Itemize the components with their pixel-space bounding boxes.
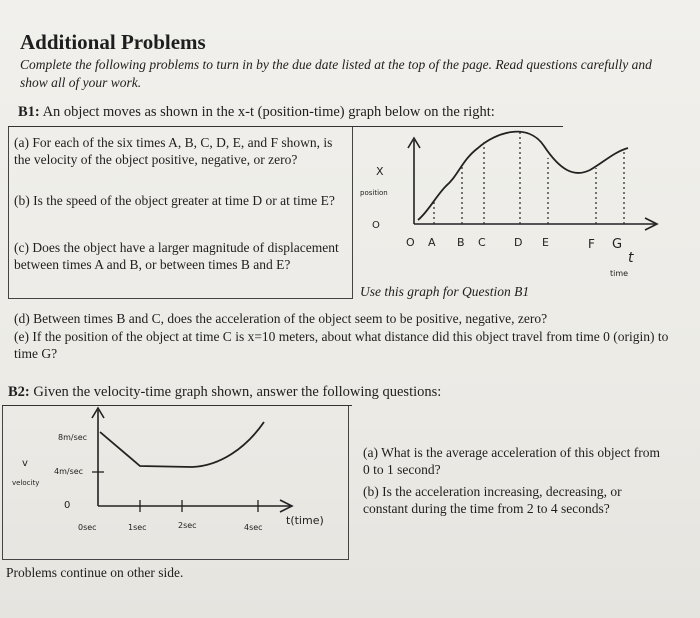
graph1-tick-a: A: [428, 236, 436, 249]
graph1-tick-b: B: [457, 236, 465, 249]
b1-graph-caption: Use this graph for Question B1: [360, 284, 530, 299]
graph2-y-tick-mid: 4m/sec: [54, 467, 84, 476]
graph1-tick-g: G: [612, 237, 623, 252]
page-title: Additional Problems: [20, 30, 206, 54]
b2-bottom-border: [2, 559, 348, 560]
b2-divider: [2, 405, 352, 406]
graph2-xtick-label-2: 2sec: [178, 521, 197, 530]
instructions: Complete the following problems to turn in by the due date listed at the top of the page. Read questions carefully and show all of your work.: [20, 57, 652, 90]
graph1-tick-d: D: [514, 236, 523, 249]
graph2-y-tick-top: 8m/sec: [58, 433, 88, 442]
b1-question-a: (a) For each of the six times A, B, C, D, E, and F shown, is the velocity of the object positive, negative, or zero?: [14, 135, 333, 167]
graph1-x-label-sub: time: [610, 269, 629, 278]
graph2-y-label-top: v: [22, 458, 28, 469]
footer-note: Problems continue on other side.: [6, 565, 184, 580]
b2-question-a: (a) What is the average acceleration of this object from 0 to 1 second?: [363, 445, 660, 477]
graph1-y-label-top: X: [376, 165, 384, 178]
b2-heading: [8, 384, 441, 401]
velocity-curve: [100, 422, 264, 467]
graph1-origin-y: O: [372, 220, 380, 231]
b1-question-e: (e) If the position of the object at time C is x=10 meters, about what distance did this object travel from time 0 (origin) to time G?: [14, 329, 669, 361]
b2-question-b: (b) Is the acceleration increasing, decreasing, or constant during the time from 2 to 4 seconds?: [363, 484, 622, 516]
b1-prompt: An object moves as shown in the x-t (position-time) graph below on the right:: [42, 104, 495, 120]
graph1-tick-e: E: [542, 236, 549, 249]
b1-question-c: (c) Does the object have a larger magnitude of displacement between times A and B, or between times B and E?: [14, 240, 339, 272]
graph1-y-label: position: [360, 189, 388, 197]
graph2-xtick-label-0: 0sec: [78, 523, 97, 532]
b2-left-border: [2, 406, 3, 560]
b2-prompt: Given the velocity-time graph shown, answer the following questions:: [33, 384, 442, 400]
b1-question-d: (d) Between times B and C, does the acceleration of the object seem to be positive, negative, zero?: [14, 311, 548, 326]
b1-question-b: (b) Is the speed of the object greater at time D or at time E?: [14, 193, 335, 208]
graph1-tick-o: O: [406, 236, 415, 249]
position-curve: [418, 132, 628, 220]
b2-label: B2:: [8, 384, 30, 400]
graph2-xtick-label-4: 4sec: [244, 523, 263, 532]
graph1-x-label: t: [628, 250, 634, 266]
graph1-tick-c: C: [478, 236, 486, 249]
graph2-y-label: velocity: [12, 479, 40, 487]
graph2-origin-y: 0: [64, 500, 71, 511]
graph2-x-label: t(time): [286, 514, 324, 527]
graph1-tick-f: F: [588, 237, 595, 251]
b2-right-border: [348, 406, 349, 560]
b1-label: B1:: [18, 104, 40, 120]
graph2-xtick-label-1: 1sec: [128, 523, 147, 532]
